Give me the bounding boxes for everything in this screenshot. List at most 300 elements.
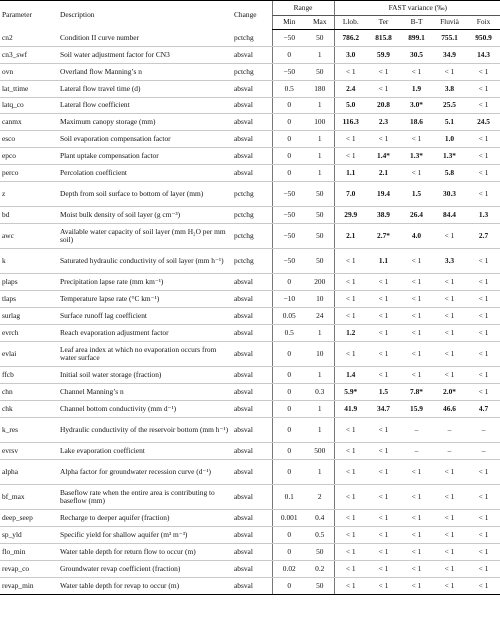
variance-cell: < 1 bbox=[367, 342, 400, 367]
variance-cell: < 1 bbox=[433, 308, 466, 325]
table-row bbox=[0, 544, 500, 561]
change-cell: absval bbox=[232, 367, 272, 384]
header-fast-variance: FAST variance (‰) bbox=[334, 1, 500, 16]
variance-cell: < 1 bbox=[334, 291, 367, 308]
variance-cell: < 1 bbox=[433, 367, 466, 384]
range-max-cell: 2 bbox=[306, 485, 334, 510]
variance-cell: < 1 bbox=[466, 274, 500, 291]
variance-cell: < 1 bbox=[334, 544, 367, 561]
variance-cell: – bbox=[400, 443, 433, 460]
parameter-cell: k bbox=[0, 249, 58, 274]
range-min-cell: 0 bbox=[272, 114, 306, 131]
range-min-cell: 0 bbox=[272, 527, 306, 544]
change-cell: absval bbox=[232, 46, 272, 63]
variance-cell: < 1 bbox=[433, 510, 466, 527]
range-max-cell: 50 bbox=[306, 224, 334, 249]
variance-cell: < 1 bbox=[367, 561, 400, 578]
description-cell: Lateral flow coefficient bbox=[58, 97, 232, 114]
description-cell: Lateral flow travel time (d) bbox=[58, 80, 232, 97]
variance-cell: < 1 bbox=[433, 544, 466, 561]
variance-cell: 1.3* bbox=[433, 148, 466, 165]
parameter-cell: revap_co bbox=[0, 561, 58, 578]
variance-cell: 38.9 bbox=[367, 207, 400, 224]
table-row bbox=[0, 367, 500, 384]
table-row bbox=[0, 224, 500, 249]
variance-cell: < 1 bbox=[400, 577, 433, 594]
table-row bbox=[0, 401, 500, 418]
header-basin: Ter bbox=[367, 16, 400, 30]
variance-cell: < 1 bbox=[400, 63, 433, 80]
header-max: Max bbox=[306, 16, 334, 30]
table-row bbox=[0, 325, 500, 342]
change-cell: absval bbox=[232, 577, 272, 594]
variance-cell: < 1 bbox=[400, 367, 433, 384]
table-row bbox=[0, 308, 500, 325]
parameter-cell: awc bbox=[0, 224, 58, 249]
range-min-cell: 0.1 bbox=[272, 485, 306, 510]
variance-cell: < 1 bbox=[367, 417, 400, 442]
range-max-cell: 50 bbox=[306, 249, 334, 274]
variance-cell: 30.3 bbox=[433, 182, 466, 207]
variance-cell: 34.9 bbox=[433, 46, 466, 63]
table-row bbox=[0, 561, 500, 578]
variance-cell: 815.8 bbox=[367, 30, 400, 47]
variance-cell: – bbox=[466, 417, 500, 442]
variance-cell: < 1 bbox=[466, 459, 500, 484]
range-max-cell: 50 bbox=[306, 207, 334, 224]
parameter-cell: evrch bbox=[0, 325, 58, 342]
variance-cell: 1.1 bbox=[367, 249, 400, 274]
variance-cell: < 1 bbox=[334, 417, 367, 442]
range-max-cell: 10 bbox=[306, 342, 334, 367]
description-cell: Maximum canopy storage (mm) bbox=[58, 114, 232, 131]
description-cell: Water table depth for revap to occur (m) bbox=[58, 577, 232, 594]
description-cell: Channel bottom conductivity (mm d⁻¹) bbox=[58, 401, 232, 418]
variance-cell: < 1 bbox=[400, 459, 433, 484]
change-cell: absval bbox=[232, 274, 272, 291]
variance-cell: < 1 bbox=[334, 443, 367, 460]
variance-cell: < 1 bbox=[334, 342, 367, 367]
variance-cell: 19.4 bbox=[367, 182, 400, 207]
description-cell: Recharge to deeper aquifer (fraction) bbox=[58, 510, 232, 527]
header-description: Description bbox=[58, 1, 232, 30]
variance-cell: < 1 bbox=[334, 131, 367, 148]
parameter-cell: canmx bbox=[0, 114, 58, 131]
range-min-cell: 0.5 bbox=[272, 325, 306, 342]
table-row bbox=[0, 384, 500, 401]
range-max-cell: 1 bbox=[306, 401, 334, 418]
table-row bbox=[0, 249, 500, 274]
range-max-cell: 50 bbox=[306, 544, 334, 561]
variance-cell: < 1 bbox=[466, 367, 500, 384]
table-row bbox=[0, 459, 500, 484]
variance-cell: < 1 bbox=[367, 308, 400, 325]
range-max-cell: 50 bbox=[306, 182, 334, 207]
variance-cell: < 1 bbox=[367, 443, 400, 460]
variance-cell: < 1 bbox=[433, 63, 466, 80]
variance-cell: < 1 bbox=[367, 485, 400, 510]
table-row bbox=[0, 443, 500, 460]
variance-cell: 2.7* bbox=[367, 224, 400, 249]
range-max-cell: 1 bbox=[306, 459, 334, 484]
range-max-cell: 1 bbox=[306, 97, 334, 114]
parameter-cell: bd bbox=[0, 207, 58, 224]
range-min-cell: 0.02 bbox=[272, 561, 306, 578]
header-min: Min bbox=[272, 16, 306, 30]
parameter-cell: epco bbox=[0, 148, 58, 165]
table-body bbox=[0, 30, 500, 595]
description-cell: Hydraulic conductivity of the reservoir bottom (mm h⁻¹) bbox=[58, 417, 232, 442]
change-cell: absval bbox=[232, 527, 272, 544]
variance-cell: < 1 bbox=[367, 577, 400, 594]
table-row bbox=[0, 46, 500, 63]
parameter-cell: k_res bbox=[0, 417, 58, 442]
table-row bbox=[0, 485, 500, 510]
parameter-cell: lat_ttime bbox=[0, 80, 58, 97]
description-cell: Water table depth for return flow to occur (m) bbox=[58, 544, 232, 561]
variance-cell: 1.2 bbox=[334, 325, 367, 342]
description-cell: Percolation coefficient bbox=[58, 165, 232, 182]
range-max-cell: 0.4 bbox=[306, 510, 334, 527]
variance-cell: < 1 bbox=[367, 291, 400, 308]
parameter-cell: latq_co bbox=[0, 97, 58, 114]
variance-cell: < 1 bbox=[367, 367, 400, 384]
variance-cell: < 1 bbox=[400, 342, 433, 367]
description-cell: Initial soil water storage (fraction) bbox=[58, 367, 232, 384]
variance-cell: < 1 bbox=[466, 308, 500, 325]
variance-cell: 30.5 bbox=[400, 46, 433, 63]
parameter-cell: cn2 bbox=[0, 30, 58, 47]
variance-cell: 950.9 bbox=[466, 30, 500, 47]
change-cell: pctchg bbox=[232, 224, 272, 249]
variance-cell: < 1 bbox=[466, 291, 500, 308]
variance-cell: 5.0 bbox=[334, 97, 367, 114]
variance-cell: < 1 bbox=[334, 63, 367, 80]
description-cell: Soil evaporation compensation factor bbox=[58, 131, 232, 148]
variance-cell: < 1 bbox=[367, 274, 400, 291]
range-min-cell: 0.001 bbox=[272, 510, 306, 527]
variance-cell: – bbox=[433, 443, 466, 460]
variance-cell: < 1 bbox=[367, 131, 400, 148]
description-cell: Condition II curve number bbox=[58, 30, 232, 47]
change-cell: absval bbox=[232, 561, 272, 578]
table-row bbox=[0, 527, 500, 544]
variance-cell: < 1 bbox=[433, 274, 466, 291]
variance-cell: < 1 bbox=[433, 485, 466, 510]
variance-cell: < 1 bbox=[466, 485, 500, 510]
variance-cell: 786.2 bbox=[334, 30, 367, 47]
change-cell: absval bbox=[232, 510, 272, 527]
range-min-cell: −50 bbox=[272, 249, 306, 274]
description-cell: Reach evaporation adjustment factor bbox=[58, 325, 232, 342]
change-cell: absval bbox=[232, 485, 272, 510]
change-cell: pctchg bbox=[232, 30, 272, 47]
variance-cell: 2.0* bbox=[433, 384, 466, 401]
variance-cell: < 1 bbox=[466, 80, 500, 97]
variance-cell: 899.1 bbox=[400, 30, 433, 47]
variance-cell: < 1 bbox=[433, 577, 466, 594]
variance-cell: 1.5 bbox=[367, 384, 400, 401]
range-min-cell: 0 bbox=[272, 417, 306, 442]
table-row bbox=[0, 510, 500, 527]
variance-cell: 2.7 bbox=[466, 224, 500, 249]
description-cell: Alpha factor for groundwater recession curve (d⁻¹) bbox=[58, 459, 232, 484]
range-max-cell: 1 bbox=[306, 46, 334, 63]
variance-cell: < 1 bbox=[433, 561, 466, 578]
variance-cell: 15.9 bbox=[400, 401, 433, 418]
range-min-cell: −50 bbox=[272, 30, 306, 47]
header-parameter: Parameter bbox=[0, 1, 58, 30]
variance-cell: < 1 bbox=[334, 249, 367, 274]
table-row bbox=[0, 80, 500, 97]
variance-cell: 25.5 bbox=[433, 97, 466, 114]
description-cell: Available water capacity of soil layer (mm H₂O per mm soil) bbox=[58, 224, 232, 249]
change-cell: pctchg bbox=[232, 207, 272, 224]
header-change: Change bbox=[232, 1, 272, 30]
variance-cell: < 1 bbox=[466, 384, 500, 401]
range-max-cell: 0.5 bbox=[306, 527, 334, 544]
variance-cell: < 1 bbox=[433, 342, 466, 367]
change-cell: pctchg bbox=[232, 63, 272, 80]
description-cell: Channel Manning’s n bbox=[58, 384, 232, 401]
parameter-cell: chk bbox=[0, 401, 58, 418]
description-cell: Surface runoff lag coefficient bbox=[58, 308, 232, 325]
range-max-cell: 100 bbox=[306, 114, 334, 131]
parameter-cell: esco bbox=[0, 131, 58, 148]
range-max-cell: 0.3 bbox=[306, 384, 334, 401]
parameter-cell: ovn bbox=[0, 63, 58, 80]
parameter-cell: chn bbox=[0, 384, 58, 401]
variance-cell: < 1 bbox=[367, 63, 400, 80]
parameter-cell: alpha bbox=[0, 459, 58, 484]
change-cell: absval bbox=[232, 165, 272, 182]
description-cell: Plant uptake compensation factor bbox=[58, 148, 232, 165]
parameter-cell: evlai bbox=[0, 342, 58, 367]
variance-cell: < 1 bbox=[334, 274, 367, 291]
range-max-cell: 1 bbox=[306, 165, 334, 182]
range-min-cell: 0 bbox=[272, 577, 306, 594]
table-row bbox=[0, 165, 500, 182]
variance-cell: < 1 bbox=[334, 459, 367, 484]
variance-cell: < 1 bbox=[466, 561, 500, 578]
variance-cell: < 1 bbox=[400, 131, 433, 148]
range-min-cell: 0 bbox=[272, 443, 306, 460]
description-cell: Baseflow rate when the entire area is contributing to baseflow (mm) bbox=[58, 485, 232, 510]
description-cell: Moist bulk density of soil layer (g cm⁻³) bbox=[58, 207, 232, 224]
variance-cell: 3.3 bbox=[433, 249, 466, 274]
change-cell: absval bbox=[232, 308, 272, 325]
range-min-cell: 0 bbox=[272, 384, 306, 401]
change-cell: pctchg bbox=[232, 182, 272, 207]
range-min-cell: 0 bbox=[272, 131, 306, 148]
range-max-cell: 1 bbox=[306, 325, 334, 342]
variance-cell: 3.0 bbox=[334, 46, 367, 63]
range-min-cell: 0.5 bbox=[272, 80, 306, 97]
range-max-cell: 500 bbox=[306, 443, 334, 460]
variance-cell: < 1 bbox=[400, 527, 433, 544]
variance-cell: 3.8 bbox=[433, 80, 466, 97]
table-row bbox=[0, 207, 500, 224]
variance-cell: 34.7 bbox=[367, 401, 400, 418]
variance-cell: 5.8 bbox=[433, 165, 466, 182]
header-basin: Llob. bbox=[334, 16, 367, 30]
variance-cell: < 1 bbox=[334, 510, 367, 527]
variance-cell: < 1 bbox=[400, 325, 433, 342]
description-cell: Soil water adjustment factor for CN3 bbox=[58, 46, 232, 63]
variance-cell: < 1 bbox=[466, 148, 500, 165]
change-cell: absval bbox=[232, 417, 272, 442]
range-max-cell: 1 bbox=[306, 148, 334, 165]
variance-cell: < 1 bbox=[367, 80, 400, 97]
variance-cell: < 1 bbox=[466, 527, 500, 544]
range-min-cell: −50 bbox=[272, 182, 306, 207]
variance-cell: 46.6 bbox=[433, 401, 466, 418]
change-cell: absval bbox=[232, 443, 272, 460]
variance-cell: – bbox=[466, 443, 500, 460]
range-min-cell: 0.05 bbox=[272, 308, 306, 325]
range-min-cell: 0 bbox=[272, 459, 306, 484]
variance-cell: 116.3 bbox=[334, 114, 367, 131]
variance-cell: 1.0 bbox=[433, 131, 466, 148]
variance-cell: < 1 bbox=[367, 325, 400, 342]
parameter-cell: bf_max bbox=[0, 485, 58, 510]
table-row bbox=[0, 274, 500, 291]
variance-cell: < 1 bbox=[334, 148, 367, 165]
change-cell: absval bbox=[232, 459, 272, 484]
variance-cell: < 1 bbox=[334, 308, 367, 325]
change-cell: absval bbox=[232, 148, 272, 165]
change-cell: absval bbox=[232, 325, 272, 342]
range-min-cell: 0 bbox=[272, 165, 306, 182]
table-row bbox=[0, 63, 500, 80]
parameter-cell: tlaps bbox=[0, 291, 58, 308]
variance-cell: < 1 bbox=[466, 577, 500, 594]
variance-cell: 59.9 bbox=[367, 46, 400, 63]
header-range: Range bbox=[272, 1, 334, 16]
parameter-cell: cn3_swf bbox=[0, 46, 58, 63]
variance-cell: < 1 bbox=[367, 459, 400, 484]
range-min-cell: 0 bbox=[272, 342, 306, 367]
description-cell: Overland flow Manning’s n bbox=[58, 63, 232, 80]
change-cell: absval bbox=[232, 291, 272, 308]
variance-cell: 7.0 bbox=[334, 182, 367, 207]
change-cell: absval bbox=[232, 114, 272, 131]
variance-cell: 2.3 bbox=[367, 114, 400, 131]
variance-cell: < 1 bbox=[400, 308, 433, 325]
parameter-cell: evrsv bbox=[0, 443, 58, 460]
header-basin: B-T bbox=[400, 16, 433, 30]
change-cell: absval bbox=[232, 80, 272, 97]
variance-cell: < 1 bbox=[466, 249, 500, 274]
parameter-cell: surlag bbox=[0, 308, 58, 325]
variance-cell: < 1 bbox=[400, 291, 433, 308]
range-min-cell: 0 bbox=[272, 367, 306, 384]
variance-cell: 29.9 bbox=[334, 207, 367, 224]
variance-cell: 5.1 bbox=[433, 114, 466, 131]
change-cell: absval bbox=[232, 544, 272, 561]
range-min-cell: 0 bbox=[272, 401, 306, 418]
range-min-cell: −50 bbox=[272, 207, 306, 224]
table-row bbox=[0, 182, 500, 207]
variance-cell: < 1 bbox=[400, 274, 433, 291]
range-min-cell: 0 bbox=[272, 544, 306, 561]
range-max-cell: 1 bbox=[306, 367, 334, 384]
variance-cell: 4.7 bbox=[466, 401, 500, 418]
variance-cell: < 1 bbox=[466, 131, 500, 148]
table-row bbox=[0, 148, 500, 165]
variance-cell: 1.4 bbox=[334, 367, 367, 384]
variance-cell: < 1 bbox=[433, 291, 466, 308]
range-max-cell: 24 bbox=[306, 308, 334, 325]
parameter-cell: ffcb bbox=[0, 367, 58, 384]
change-cell: absval bbox=[232, 97, 272, 114]
parameter-cell: revap_min bbox=[0, 577, 58, 594]
table-row bbox=[0, 342, 500, 367]
range-min-cell: −10 bbox=[272, 291, 306, 308]
variance-cell: < 1 bbox=[466, 63, 500, 80]
table-row bbox=[0, 30, 500, 47]
variance-cell: < 1 bbox=[466, 342, 500, 367]
variance-cell: < 1 bbox=[367, 527, 400, 544]
change-cell: absval bbox=[232, 384, 272, 401]
parameter-cell: plaps bbox=[0, 274, 58, 291]
variance-cell: 24.5 bbox=[466, 114, 500, 131]
range-max-cell: 50 bbox=[306, 577, 334, 594]
range-min-cell: 0 bbox=[272, 274, 306, 291]
variance-cell: < 1 bbox=[400, 249, 433, 274]
variance-cell: 5.9* bbox=[334, 384, 367, 401]
range-min-cell: −50 bbox=[272, 63, 306, 80]
variance-cell: < 1 bbox=[466, 165, 500, 182]
variance-cell: 755.1 bbox=[433, 30, 466, 47]
variance-cell: < 1 bbox=[334, 561, 367, 578]
variance-cell: < 1 bbox=[400, 544, 433, 561]
variance-cell: < 1 bbox=[466, 182, 500, 207]
variance-cell: < 1 bbox=[367, 544, 400, 561]
description-cell: Groundwater revap coefficient (fraction) bbox=[58, 561, 232, 578]
table-row bbox=[0, 577, 500, 594]
range-min-cell: 0 bbox=[272, 148, 306, 165]
range-max-cell: 1 bbox=[306, 417, 334, 442]
variance-cell: < 1 bbox=[433, 527, 466, 544]
variance-cell: 7.8* bbox=[400, 384, 433, 401]
table-row bbox=[0, 417, 500, 442]
parameter-cell: deep_seep bbox=[0, 510, 58, 527]
range-max-cell: 10 bbox=[306, 291, 334, 308]
table-row bbox=[0, 97, 500, 114]
variance-cell: 1.4* bbox=[367, 148, 400, 165]
change-cell: absval bbox=[232, 401, 272, 418]
variance-cell: 2.1 bbox=[334, 224, 367, 249]
variance-cell: 1.1 bbox=[334, 165, 367, 182]
range-max-cell: 200 bbox=[306, 274, 334, 291]
variance-cell: < 1 bbox=[334, 577, 367, 594]
range-max-cell: 50 bbox=[306, 30, 334, 47]
variance-cell: < 1 bbox=[433, 459, 466, 484]
variance-cell: 4.0 bbox=[400, 224, 433, 249]
description-cell: Precipitation lapse rate (mm km⁻¹) bbox=[58, 274, 232, 291]
table-row bbox=[0, 291, 500, 308]
header-row-top bbox=[0, 1, 500, 16]
variance-cell: < 1 bbox=[334, 485, 367, 510]
variance-cell: 2.1 bbox=[367, 165, 400, 182]
parameter-cell: perco bbox=[0, 165, 58, 182]
variance-cell: < 1 bbox=[466, 544, 500, 561]
range-min-cell: 0 bbox=[272, 97, 306, 114]
variance-cell: 18.6 bbox=[400, 114, 433, 131]
variance-cell: < 1 bbox=[400, 165, 433, 182]
variance-cell: 41.9 bbox=[334, 401, 367, 418]
